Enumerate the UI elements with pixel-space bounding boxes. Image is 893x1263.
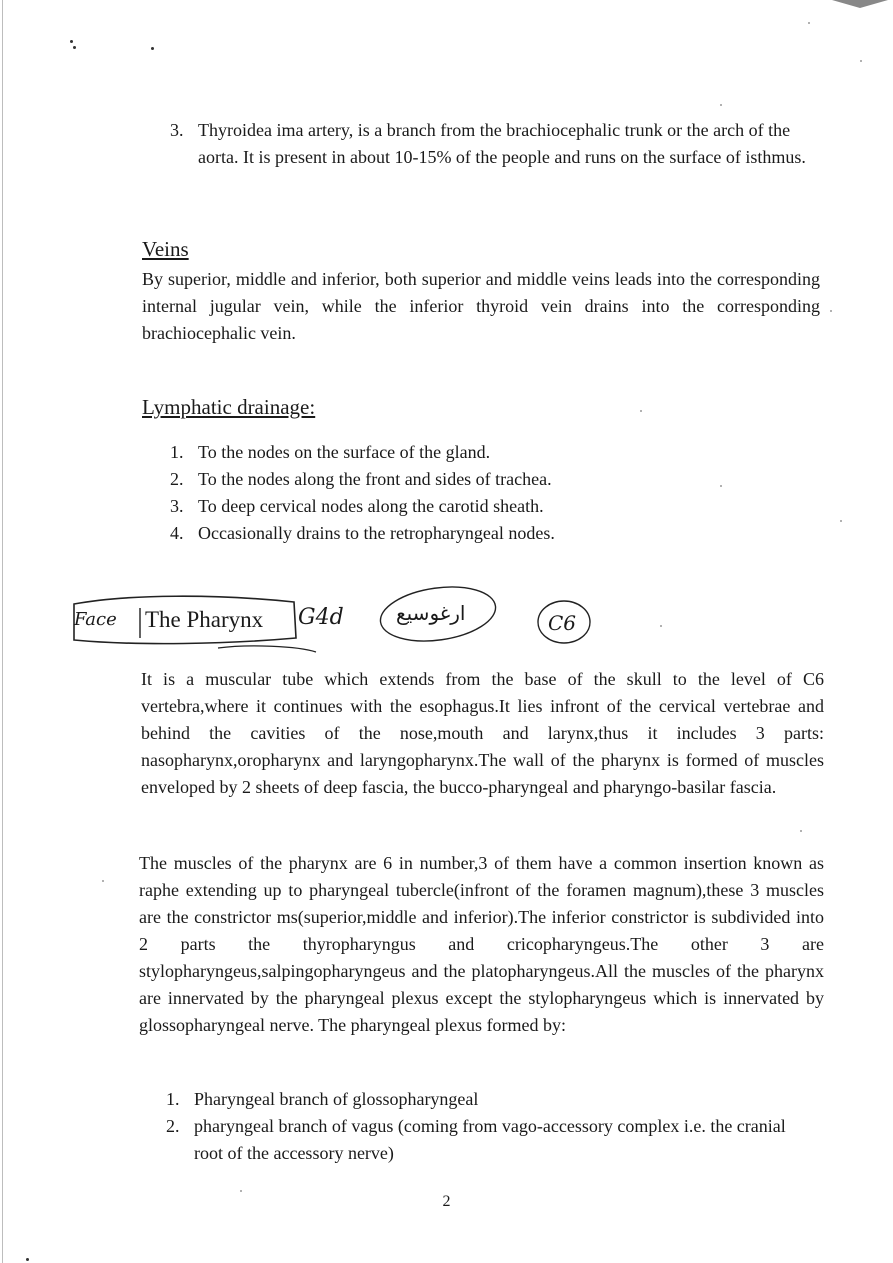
list-item	[170, 520, 690, 547]
speck	[660, 625, 662, 627]
handwritten-arabic-note: ارغوسيع	[396, 601, 466, 625]
speck	[720, 104, 722, 106]
list-item	[170, 117, 830, 171]
list-text: To deep cervical nodes along the carotid sheath.	[198, 496, 544, 516]
speck	[26, 1258, 29, 1261]
plexus-list	[166, 1086, 816, 1167]
list-item	[170, 493, 690, 520]
veins-heading: Veins	[142, 237, 189, 261]
speck	[808, 22, 810, 24]
list-item	[166, 1086, 816, 1113]
speck	[640, 410, 642, 412]
veins-paragraph: By superior, middle and inferior, both superior and middle veins leads into the corresponding internal jugular vein, while the inferior thyroid vein drains into the corresponding brachiocephalic vein.	[142, 269, 820, 343]
list-text: Pharyngeal branch of glossopharyngeal	[194, 1089, 479, 1109]
list-number: 3.	[170, 496, 184, 516]
list-item	[166, 1113, 816, 1167]
list-item	[170, 439, 690, 466]
list-item	[170, 466, 690, 493]
handwritten-note: C6	[548, 611, 577, 635]
list-number: 1.	[170, 442, 184, 462]
list-text: pharyngeal branch of vagus (coming from vago-accessory complex i.e. the cranial root of the accessory nerve)	[194, 1116, 786, 1163]
handwritten-note: Face	[74, 609, 117, 630]
speck	[800, 830, 802, 832]
speck	[102, 880, 104, 882]
speck	[151, 47, 154, 50]
list-text: Thyroidea ima artery, is a branch from the brachiocephalic trunk or the arch of the aorta. It is present in about 10-15% of the people and runs on the surface of isthmus.	[198, 120, 806, 167]
scan-edge	[2, 0, 3, 1263]
speck	[70, 40, 73, 43]
speck	[860, 60, 862, 62]
arteries-list	[170, 117, 830, 171]
speck	[840, 520, 842, 522]
list-text: To the nodes along the front and sides of trachea.	[198, 469, 552, 489]
lymphatic-list	[170, 439, 690, 547]
lymphatic-heading: Lymphatic drainage:	[142, 395, 316, 419]
list-text: Occasionally drains to the retropharyngeal nodes.	[198, 523, 555, 543]
list-number: 3.	[170, 120, 184, 140]
pharynx-heading: The Pharynx	[145, 607, 264, 632]
handwritten-note: G4d	[298, 605, 344, 630]
speck	[73, 46, 76, 49]
pharynx-paragraph-2: The muscles of the pharynx are 6 in number,3 of them have a common insertion known as raphe extending up to pharyngeal tubercle(infront of the foramen magnum),these 3 muscles are the constrictor ms(superior,middle and inferior).The inferior constrictor is subdivided into 2 parts the thyropharyngus and cricopharyngeus.The other 3 are stylopharyngeus,salpingopharyngeus and the platopharyngeus.All the muscles of the pharynx are innervated by the pharyngeal plexus except the stylopharyngeus which is innervated by glossopharyngeal nerve. The pharyngeal plexus formed by:	[139, 853, 824, 1035]
corner-mark	[830, 0, 890, 14]
list-number: 1.	[166, 1089, 180, 1109]
speck	[720, 485, 722, 487]
list-text: To the nodes on the surface of the gland.	[198, 442, 491, 462]
list-number: 2.	[166, 1116, 180, 1136]
list-number: 4.	[170, 523, 184, 543]
list-number: 2.	[170, 469, 184, 489]
page-number: 2	[442, 1193, 451, 1210]
pharynx-paragraph-1: It is a muscular tube which extends from the base of the skull to the level of C6 vertebra,where it continues with the esophagus.It lies infront of the cervical vertebrae and behind the cavities of the nose,mouth and larynx,thus it includes 3 parts: nasopharynx,oropharynx and laryngopharynx.The wall of the pharynx is formed of muscles enveloped by 2 sheets of deep fascia, the bucco-pharyngeal and pharyngo-basilar fascia.	[141, 669, 824, 797]
speck	[830, 310, 832, 312]
